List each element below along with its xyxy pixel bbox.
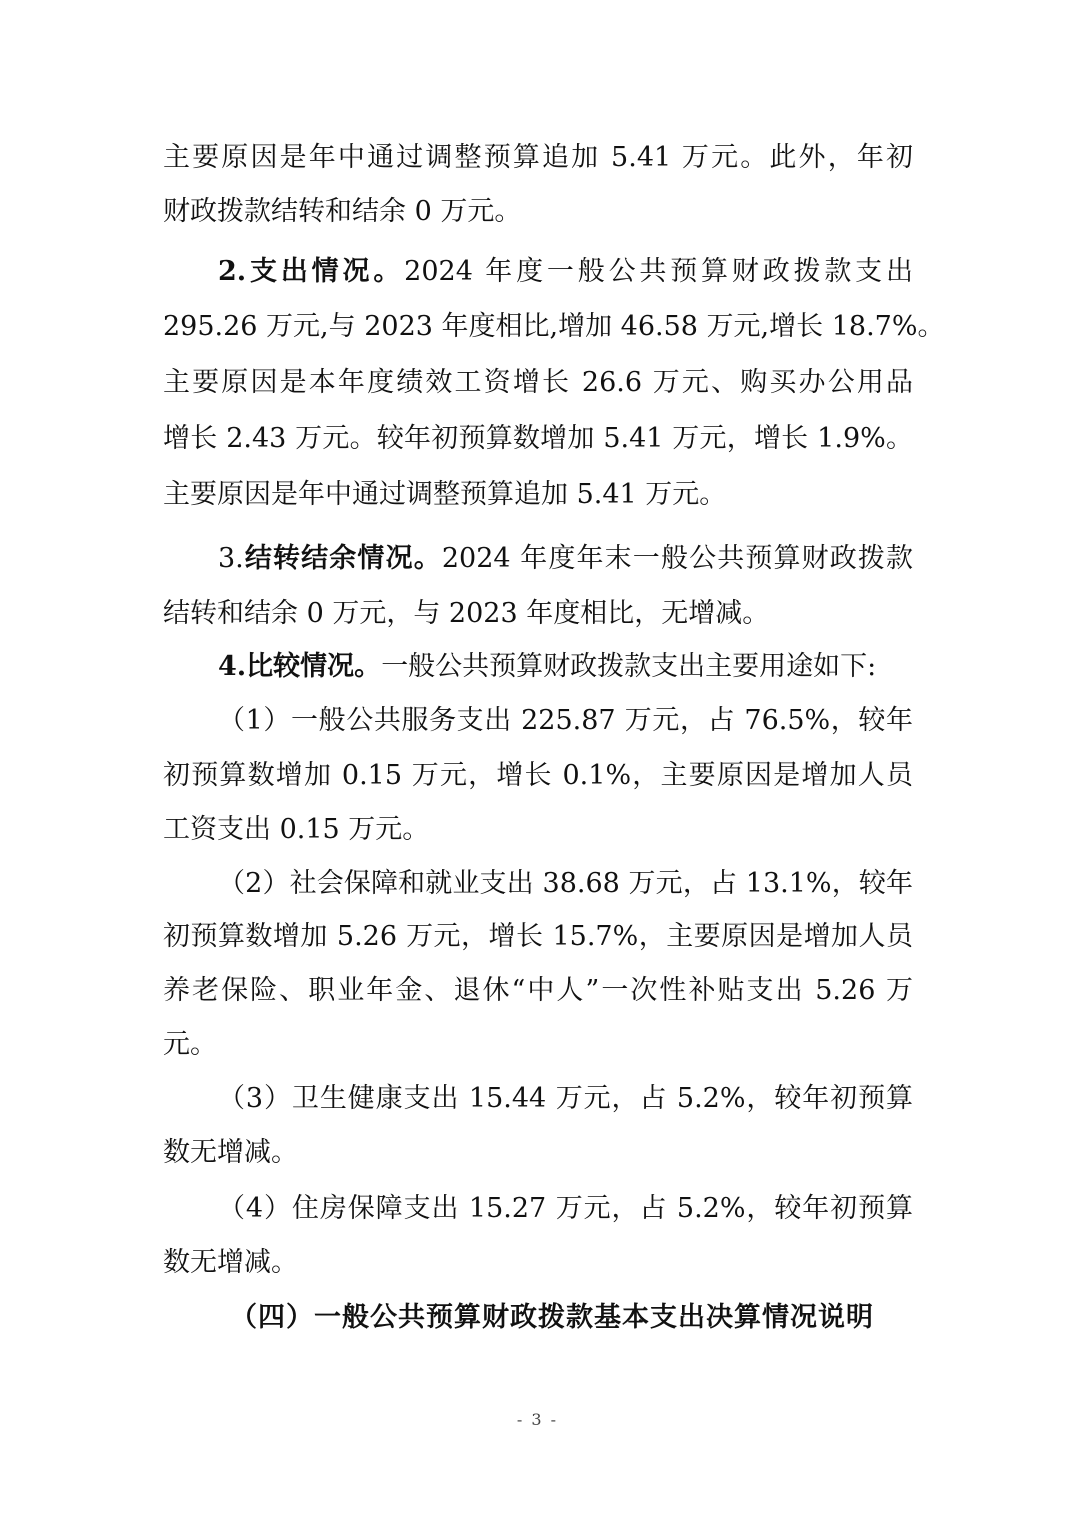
list-item-line: 养老保险、职业年金、退休“中人”一次性补贴支出 5.26 万 — [163, 975, 913, 1006]
paragraph-line: 主要原因是年中通过调整预算追加 5.41 万元。 — [163, 479, 727, 510]
list-item-line: （2）社会保障和就业支出 38.68 万元，占 13.1%，较年 — [218, 868, 913, 899]
list-item-line: 工资支出 0.15 万元。 — [163, 814, 430, 845]
paragraph-lead-number: 3. — [218, 543, 244, 574]
paragraph-line — [218, 252, 913, 292]
paragraph-line: 295.26 万元,与 2023 年度相比,增加 46.58 万元,增长 18.7%。 — [163, 311, 945, 342]
paragraph-lead: 结转结余情况。 — [243, 543, 442, 574]
list-item-line: 数无增减。 — [163, 1137, 298, 1168]
paragraph-lead: 2.支出情况。 — [218, 256, 405, 287]
paragraph-line: 主要原因是年中通过调整预算追加 5.41 万元。此外，年初 — [163, 142, 913, 173]
paragraph-line: 结转和结余 0 万元，与 2023 年度相比，无增减。 — [163, 598, 770, 629]
paragraph-text: 2024 年度年末一般公共预算财政拨款 — [441, 543, 914, 574]
paragraph-lead: 4.比较情况。 — [218, 651, 382, 682]
list-item-line: 元。 — [163, 1029, 217, 1060]
list-item-line: 数无增减。 — [163, 1247, 298, 1278]
list-item-line: （1）一般公共服务支出 225.87 万元，占 76.5%，较年 — [218, 705, 913, 736]
paragraph-line — [218, 539, 913, 579]
paragraph-line: 主要原因是本年度绩效工资增长 26.6 万元、购买办公用品 — [163, 367, 913, 398]
paragraph-text: 2024 年度一般公共预算财政拨款支出 — [404, 256, 914, 287]
paragraph-line — [218, 647, 913, 687]
page-number: - 3 - — [516, 1410, 559, 1429]
list-item-line: 初预算数增加 5.26 万元，增长 15.7%，主要原因是增加人员 — [163, 921, 913, 952]
list-item-line: （3）卫生健康支出 15.44 万元，占 5.2%，较年初预算 — [218, 1083, 913, 1114]
section-heading: （四）一般公共预算财政拨款基本支出决算情况说明 — [230, 1302, 874, 1333]
list-item-line: （4）住房保障支出 15.27 万元，占 5.2%，较年初预算 — [218, 1193, 913, 1224]
paragraph-line: 增长 2.43 万元。较年初预算数增加 5.41 万元，增长 1.9%。 — [163, 423, 913, 454]
list-item-line: 初预算数增加 0.15 万元，增长 0.1%，主要原因是增加人员 — [163, 760, 913, 791]
paragraph-text: 一般公共预算财政拨款支出主要用途如下: — [381, 651, 877, 682]
paragraph-line: 财政拨款结转和结余 0 万元。 — [163, 196, 522, 227]
